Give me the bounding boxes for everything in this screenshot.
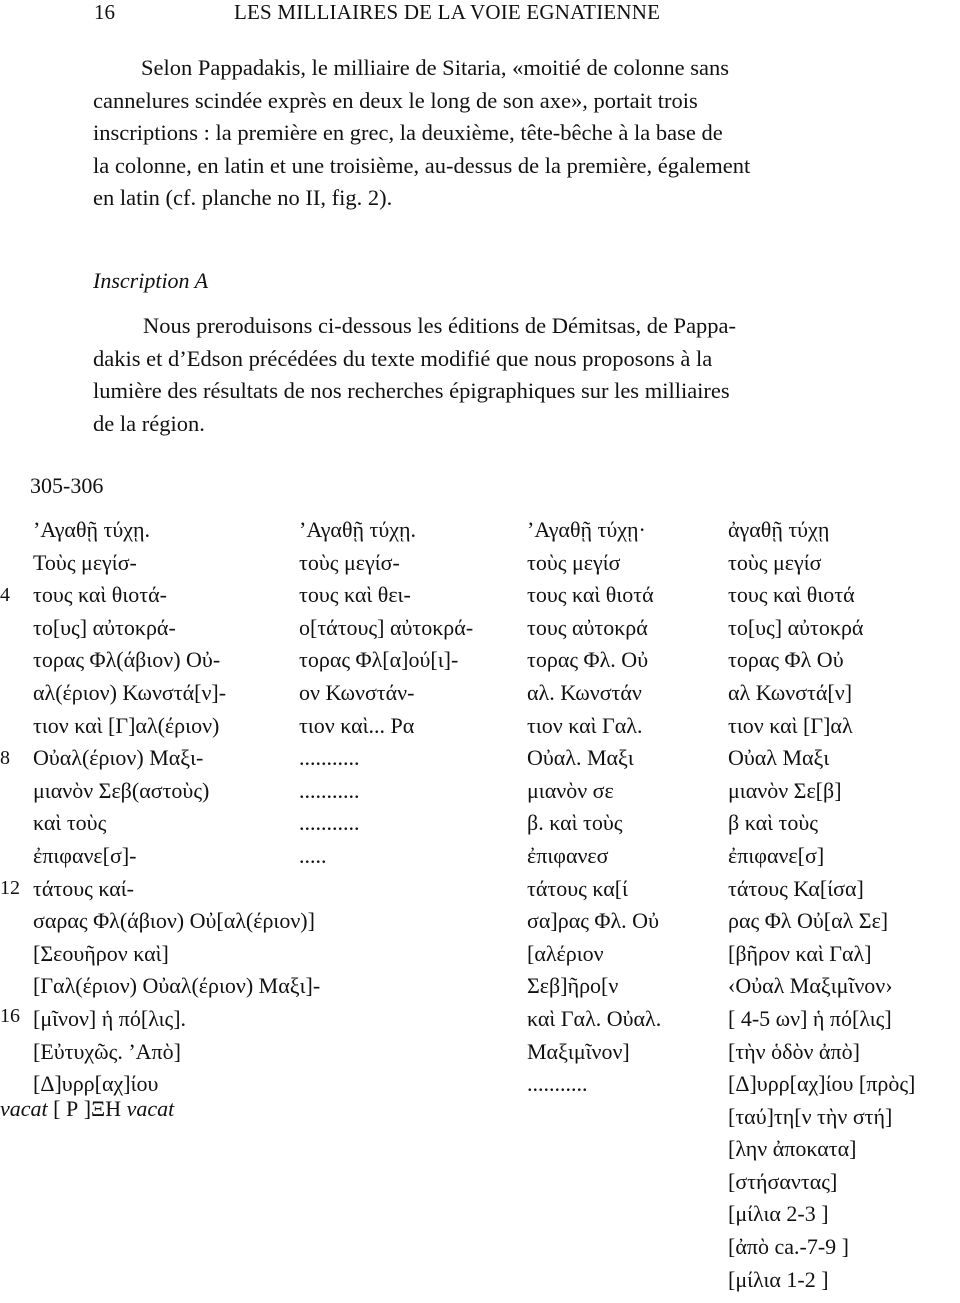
page-header: [0, 0, 960, 30]
vacat-left: vacat: [0, 1096, 48, 1121]
inscription-heading: Inscription A: [93, 268, 209, 293]
inscription-line: τάτους καί-: [33, 875, 134, 901]
inscription-line: σαρας Φλ(άβιον) Οὐ[αλ(έριον)]: [33, 908, 315, 934]
intro-line: la colonne, en latin et une troisième, au-dessus de la première, également: [93, 152, 751, 178]
inscription-line: [ἀπὸ ca.-7-9 ]: [728, 1234, 849, 1260]
inscription-line: τορας Φλ[α]ού[ι]-: [299, 647, 459, 673]
inscription-line: ’Αγαθῇ τύχῃ.: [33, 517, 150, 542]
inscription-line: τοὺς μεγίσ: [527, 549, 621, 575]
inscription-line: μιανὸν Σε[β]: [728, 777, 842, 803]
vacat-line: [0, 1096, 174, 1122]
inscription-line: [τὴν ὁδὸν ἀπὸ]: [728, 1038, 860, 1064]
edition-column-edson: [527, 514, 661, 1101]
inscription-line: .....: [299, 842, 327, 868]
line-number: 12: [0, 877, 20, 899]
inscription-line: τοὺς μεγίσ: [728, 549, 822, 575]
inscription-line: τους αὐτοκρά: [527, 614, 648, 640]
inscription-line: τιον καὶ... Ρα: [299, 712, 415, 738]
editions-note: [93, 310, 869, 440]
edition-column-modified: [728, 514, 915, 1296]
vacat-right: vacat: [126, 1096, 175, 1121]
inscription-line: μιανὸν Σεβ(αστοὺς): [33, 777, 210, 803]
inscription-line: [μίλια 1-2 ]: [728, 1266, 829, 1292]
inscription-line: Μαξιμῖνον]: [527, 1038, 630, 1064]
inscription-line: [Δ]υρρ[αχ]ίου [πρὸς]: [728, 1071, 916, 1097]
inscription-line: αλ. Κωνστάν: [527, 679, 642, 705]
inscription-line: τιον καὶ [Γ]αλ: [728, 712, 853, 738]
inscription-line: τους καὶ θιοτά: [728, 582, 855, 608]
inscription-line: τάτους κα[ί: [527, 875, 628, 901]
inscription-line: τορας Φλ(άβιον) Οὐ-: [33, 647, 221, 673]
inscription-line: τους καὶ θει-: [299, 582, 411, 608]
line-number: 16: [0, 1005, 20, 1027]
inscription-line: ο[τάτους] αὐτοκρά-: [299, 614, 474, 640]
inscription-line: ’Αγαθῇ τύχῃ.: [299, 517, 416, 542]
inscription-line: Σεβ]ῆρο[ν: [527, 973, 619, 999]
inscription-line: ...........: [299, 777, 360, 803]
inscription-line: [Γαλ(έριον) Οὐαλ(έριον) Μαξι]-: [33, 973, 321, 999]
intro-paragraph: [93, 52, 869, 215]
inscription-line: τορας Φλ. Οὐ: [527, 647, 649, 673]
inscription-line: [αλέριον: [527, 940, 604, 966]
inscription-line: ...........: [527, 1071, 588, 1097]
inscription-line: τοὺς μεγίσ-: [299, 549, 400, 575]
intro-line: inscriptions : la première en grec, la deuxième, tête-bêche à la base de: [93, 120, 723, 145]
inscription-line: ον Κωνστάν-: [299, 679, 415, 705]
edition-column-pappadakis: [299, 514, 473, 873]
inscription-line: Οὐαλ Μαξι: [728, 745, 830, 771]
inscription-line: τορας Φλ Οὐ: [728, 647, 844, 673]
page-number: 16: [94, 0, 115, 24]
inscription-line: Τοὺς μεγίσ-: [33, 549, 137, 575]
inscription-line: ...........: [299, 810, 360, 836]
inscription-line: το[υς] αὐτοκρά-: [33, 614, 176, 640]
inscription-line: ‹Οὐαλ Μαξιμῖνον›: [728, 973, 893, 999]
inscription-line: [Σεουῆρον καὶ]: [33, 940, 169, 966]
inscription-line: [στήσαντας]: [728, 1168, 838, 1194]
inscription-line: β καὶ τοὺς: [728, 810, 818, 836]
inscription-line: το[υς] αὐτοκρά: [728, 614, 864, 640]
inscription-line: τιον καὶ [Γ]αλ(έριον): [33, 712, 220, 738]
note-line: de la région.: [93, 410, 205, 436]
running-title: LES MILLIAIRES DE LA VOIE EGNATIENNE: [234, 0, 661, 24]
inscription-line: ἀγαθῇ τύχῃ: [728, 517, 830, 542]
line-number: 4: [0, 584, 10, 606]
inscription-line: [ταύ]τη[ν τὴν στή]: [728, 1103, 893, 1129]
inscription-line: τους καὶ θιοτά: [527, 582, 654, 608]
intro-line: en latin (cf. planche no II, fig. 2).: [93, 185, 393, 210]
inscription-line: μιανὸν σε: [527, 777, 614, 803]
inscription-line: [μίλια 2-3 ]: [728, 1201, 829, 1227]
inscription-line: ρας Φλ Οὐ[αλ Σε]: [728, 908, 889, 934]
inscription-line: Οὐαλ. Μαξι: [527, 745, 634, 771]
inscription-line: τιον καὶ Γαλ.: [527, 712, 643, 738]
edition-column-demitsas: [33, 514, 320, 1101]
inscription-line: [Δ]υρρ[αχ]ίου: [33, 1071, 159, 1097]
note-line: Nous preroduisons ci-dessous les éditions de Démitsas, de Pappa-: [143, 313, 737, 338]
inscription-line: [ 4-5 ων] ἡ πό[λις]: [728, 1005, 892, 1031]
inscription-line: σα]ρας Φλ. Οὐ: [527, 908, 659, 934]
inscription-line: ἐπιφανεσ: [527, 842, 609, 868]
date-range-label: 305-306: [30, 473, 104, 498]
inscription-line: Οὐαλ(έριον) Μαξι-: [33, 745, 204, 771]
inscription-line: καὶ τοὺς: [33, 810, 107, 836]
intro-line: cannelures scindée exprès en deux le long de son axe», portait trois: [93, 87, 698, 113]
inscription-line: [Εὐτυχῶς. ’Απὸ]: [33, 1038, 181, 1064]
inscription-line: τους καὶ θιοτά-: [33, 582, 167, 608]
inscription-line: [λην ἀποκατα]: [728, 1136, 857, 1162]
inscription-line: ’Αγαθῇ τύχῃ·: [527, 517, 646, 542]
note-line: dakis et d’Edson précédées du texte modifié que nous proposons à la: [93, 345, 713, 371]
line-number: 8: [0, 747, 10, 769]
inscription-line: καὶ Γαλ. Οὐαλ.: [527, 1005, 662, 1031]
intro-line: Selon Pappadakis, le milliaire de Sitaria, «moitié de colonne sans: [141, 55, 729, 80]
inscription-line: τάτους Κα[ίσα]: [728, 875, 864, 901]
inscription-line: αλ Κωνστά[ν]: [728, 679, 853, 705]
inscription-line: [μῖνον] ἡ πό[λις].: [33, 1005, 187, 1031]
inscription-line: ἐπιφανε[σ]-: [33, 842, 137, 868]
inscription-line: β. καὶ τοὺς: [527, 810, 623, 836]
note-line: lumière des résultats de nos recherches épigraphiques sur les milliaires: [93, 378, 730, 403]
inscription-line: [βῆρον καὶ Γαλ]: [728, 940, 872, 966]
inscription-line: αλ(έριον) Κωνστά[ν]-: [33, 679, 227, 705]
milestone-number: [ Ρ ]ΞΗ: [47, 1096, 127, 1121]
inscription-line: ...........: [299, 745, 360, 771]
inscription-line: ἐπιφανε[σ]: [728, 842, 825, 868]
